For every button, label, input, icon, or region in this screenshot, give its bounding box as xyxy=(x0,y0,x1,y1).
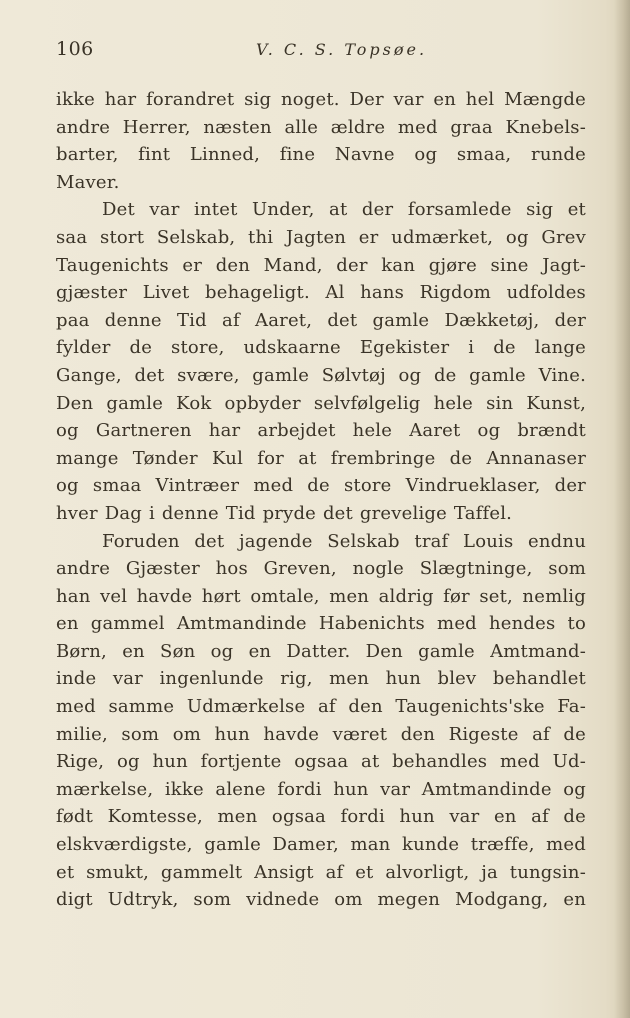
text-line: Rige, og hun fortjente ogsaa at behandles med Ud- xyxy=(56,751,586,773)
text-line: Det var intet Under, at der forsamlede sig et xyxy=(102,199,586,221)
running-head: V. C. S. Topsøe. xyxy=(256,40,428,59)
text-line: Maver. xyxy=(56,171,120,193)
text-line: digt Udtryk, som vidnede om megen Modgang, en xyxy=(56,889,586,911)
text-line: inde var ingenlunde rig, men hun blev behandlet xyxy=(56,668,586,690)
text-line: milie, som om hun havde været den Rigeste af de xyxy=(56,723,586,745)
text-line: et smukt, gammelt Ansigt af et alvorligt, ja tungsin- xyxy=(56,861,586,883)
text-line: saa stort Selskab, thi Jagten er udmærket, og Grev xyxy=(56,226,586,248)
page-number: 106 xyxy=(56,38,94,60)
text-line: paa denne Tid af Aaret, det gamle Dækketøj, der xyxy=(56,309,586,331)
page-edge-shadow xyxy=(614,0,630,1018)
text-line: elskværdigste, gamle Damer, man kunde træffe, med xyxy=(56,834,586,856)
text-line: født Komtesse, men ogsaa fordi hun var en af de xyxy=(56,806,586,828)
text-line: ikke har forandret sig noget. Der var en hel Mængde xyxy=(56,89,586,110)
page-header xyxy=(56,38,586,68)
text-line: mange Tønder Kul for at frembringe de Annanaser xyxy=(56,447,586,469)
text-line: hver Dag i denne Tid pryde det grevelige Taffel. xyxy=(56,502,513,524)
text-line: Børn, en Søn og en Datter. Den gamle Amtmand- xyxy=(56,640,586,662)
text-line: Den gamle Kok opbyder selvfølgelig hele sin Kunst, xyxy=(56,392,586,414)
text-line: barter, fint Linned, fine Navne og smaa, runde xyxy=(56,144,586,166)
body-text xyxy=(56,86,586,914)
text-line: fylder de store, udskaarne Egekister i de lange xyxy=(56,337,586,359)
text-line: Taugenichts er den Mand, der kan gjøre sine Jagt- xyxy=(56,254,586,276)
text-line: og smaa Vintræer med de store Vindrueklaser, der xyxy=(56,475,586,497)
text-line: med samme Udmærkelse af den Taugenichts'ske Fa- xyxy=(56,696,586,718)
text-line: andre Gjæster hos Greven, nogle Slægtninge, som xyxy=(56,558,586,580)
text-line: en gammel Amtmandinde Habenichts med hendes to xyxy=(56,613,586,635)
text-line: han vel havde hørt omtale, men aldrig før set, nemlig xyxy=(56,585,586,607)
text-line: gjæster Livet behageligt. Al hans Rigdom udfoldes xyxy=(56,282,586,304)
text-line: Gange, det svære, gamle Sølvtøj og de gamle Vine. xyxy=(56,364,586,386)
text-line: og Gartneren har arbejdet hele Aaret og brændt xyxy=(56,420,586,442)
text-line: andre Herrer, næsten alle ældre med graa Knebels- xyxy=(56,116,586,138)
text-line: mærkelse, ikke alene fordi hun var Amtmandinde og xyxy=(56,778,586,800)
text-line: Foruden det jagende Selskab traf Louis endnu xyxy=(102,530,586,552)
